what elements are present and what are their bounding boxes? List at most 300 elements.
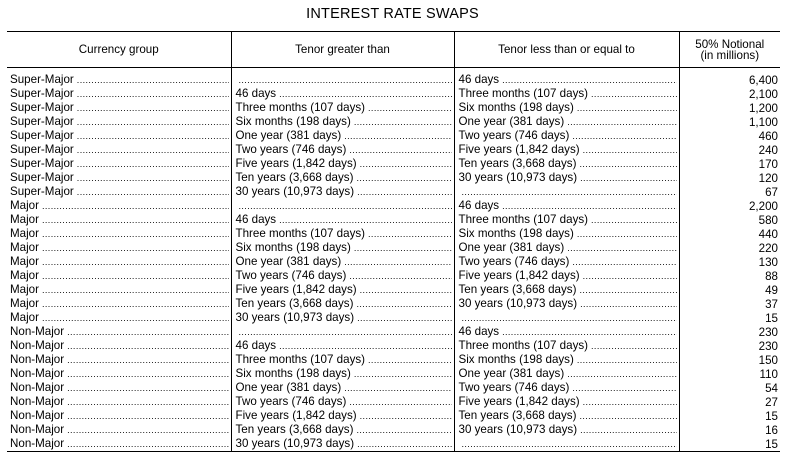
tenor-less-or-equal: 30 years (10,973 days): [458, 297, 578, 310]
notional-value: 88: [679, 269, 780, 283]
currency-group: Non-Major: [10, 367, 65, 380]
notional-value: 27: [679, 395, 780, 409]
notional-value: 2,100: [679, 87, 780, 101]
currency-group: Non-Major: [10, 395, 65, 408]
tenor-greater-than-cell: [231, 73, 454, 87]
tenor-less-or-equal: Two years (746 days): [458, 129, 570, 142]
currency-group: Super-Major: [10, 129, 74, 142]
table-row: [7, 255, 780, 269]
currency-group-cell: [7, 381, 231, 395]
dot-leader: [279, 214, 451, 227]
currency-group-cell: [7, 171, 231, 185]
dot-leader: [349, 144, 451, 157]
dot-leader: [360, 284, 452, 297]
tenor-less-or-equal-cell: [454, 115, 679, 129]
dot-leader: [67, 382, 228, 395]
currency-group: Non-Major: [10, 381, 65, 394]
currency-group-cell: [7, 297, 231, 311]
currency-group: Super-Major: [10, 87, 74, 100]
dot-leader: [42, 270, 229, 283]
tenor-greater-than: Five years (1,842 days): [235, 409, 357, 422]
currency-group: Major: [10, 297, 39, 310]
tenor-greater-than-cell: [231, 367, 454, 381]
notional-value: 230: [679, 325, 780, 339]
currency-group-cell: [7, 73, 231, 87]
tenor-less-or-equal: Five years (1,842 days): [458, 395, 580, 408]
dot-leader: [42, 228, 229, 241]
tenor-greater-than: Ten years (3,668 days): [235, 423, 354, 436]
tenor-greater-than-cell: [231, 115, 454, 129]
tenor-greater-than-cell: [231, 87, 454, 101]
table-row: [7, 381, 780, 395]
tenor-greater-than: Three months (107 days): [235, 101, 366, 114]
tenor-greater-than: 30 years (10,973 days): [235, 185, 355, 198]
tenor-greater-than-cell: [231, 227, 454, 241]
dot-leader: [577, 354, 677, 367]
tenor-less-or-equal-cell: [454, 185, 679, 199]
header-row: [7, 32, 780, 68]
currency-group: Non-Major: [10, 437, 65, 450]
tenor-greater-than-cell: [231, 171, 454, 185]
dot-leader: [67, 438, 228, 451]
dot-leader: [77, 144, 229, 157]
table-row: [7, 339, 780, 353]
dot-leader: [462, 186, 677, 199]
table-row: [7, 325, 780, 339]
tenor-greater-than-cell: [231, 283, 454, 297]
dot-leader: [42, 284, 229, 297]
tenor-less-or-equal-cell: [454, 255, 679, 269]
tenor-greater-than-cell: [231, 199, 454, 213]
tenor-less-or-equal-cell: [454, 353, 679, 367]
tenor-greater-than: 46 days: [235, 339, 277, 352]
dot-leader: [567, 116, 676, 129]
dot-leader: [580, 424, 676, 437]
tenor-less-or-equal-cell: [454, 171, 679, 185]
tenor-less-or-equal-cell: [454, 423, 679, 437]
notional-value: 170: [679, 157, 780, 171]
dot-leader: [77, 88, 229, 101]
tenor-greater-than-cell: [231, 409, 454, 423]
tenor-less-or-equal-cell: [454, 143, 679, 157]
currency-group: Major: [10, 199, 39, 212]
currency-group: Major: [10, 241, 39, 254]
currency-group: Major: [10, 213, 39, 226]
currency-group-cell: [7, 199, 231, 213]
currency-group: Super-Major: [10, 143, 74, 156]
table-row: [7, 157, 780, 171]
dot-leader: [567, 242, 676, 255]
tenor-less-or-equal-cell: [454, 283, 679, 297]
tenor-greater-than-cell: [231, 143, 454, 157]
tenor-less-or-equal: One year (381 days): [458, 241, 565, 254]
dot-leader: [67, 326, 228, 339]
tenor-less-or-equal-cell: [454, 297, 679, 311]
tenor-greater-than: Six months (198 days): [235, 241, 351, 254]
tenor-less-or-equal: Six months (198 days): [458, 101, 574, 114]
tenor-less-or-equal: 46 days: [458, 199, 500, 212]
currency-group: Non-Major: [10, 325, 65, 338]
dot-leader: [77, 186, 229, 199]
tenor-greater-than-cell: [231, 437, 454, 452]
currency-group-cell: [7, 409, 231, 423]
tenor-less-or-equal-cell: [454, 367, 679, 381]
dot-leader: [67, 354, 228, 367]
currency-group: Super-Major: [10, 115, 74, 128]
tenor-less-or-equal-cell: [454, 269, 679, 283]
dot-leader: [42, 214, 229, 227]
notional-value: 1,100: [679, 115, 780, 129]
tenor-less-or-equal-cell: [454, 409, 679, 423]
table-row: [7, 297, 780, 311]
table-row: [7, 311, 780, 325]
dot-leader: [462, 312, 677, 325]
table-row: [7, 213, 780, 227]
dot-leader: [580, 172, 676, 185]
interest-rate-swaps-table: [7, 31, 780, 452]
dot-leader: [42, 242, 229, 255]
tenor-less-or-equal-cell: [454, 241, 679, 255]
notional-value: 6,400: [679, 73, 780, 87]
currency-group-cell: [7, 339, 231, 353]
currency-group-cell: [7, 283, 231, 297]
dot-leader: [239, 200, 452, 213]
dot-leader: [349, 396, 451, 409]
tenor-greater-than: Two years (746 days): [235, 269, 347, 282]
tenor-greater-than-cell: [231, 269, 454, 283]
currency-group: Super-Major: [10, 101, 74, 114]
table-row: [7, 73, 780, 87]
notional-value: 15: [679, 311, 780, 325]
currency-group: Super-Major: [10, 157, 74, 170]
dot-leader: [344, 256, 451, 269]
tenor-greater-than: Five years (1,842 days): [235, 283, 357, 296]
tenor-less-or-equal-cell: [454, 227, 679, 241]
notional-value: 37: [679, 297, 780, 311]
currency-group-cell: [7, 311, 231, 325]
tenor-less-or-equal: Ten years (3,668 days): [458, 283, 577, 296]
dot-leader: [279, 88, 451, 101]
currency-group-cell: [7, 143, 231, 157]
notional-value: 440: [679, 227, 780, 241]
currency-group-cell: [7, 423, 231, 437]
notional-value: 220: [679, 241, 780, 255]
tenor-less-or-equal-cell: [454, 395, 679, 409]
dot-leader: [572, 382, 676, 395]
dot-leader: [368, 228, 451, 241]
header-tenor-less-or-equal: Tenor less than or equal to: [454, 32, 679, 68]
currency-group-cell: [7, 241, 231, 255]
dot-leader: [67, 396, 228, 409]
notional-value: 150: [679, 353, 780, 367]
dot-leader: [357, 438, 451, 451]
tenor-greater-than-cell: [231, 381, 454, 395]
currency-group: Non-Major: [10, 409, 65, 422]
dot-leader: [577, 102, 677, 115]
currency-group-cell: [7, 353, 231, 367]
currency-group: Major: [10, 311, 39, 324]
tenor-less-or-equal: Five years (1,842 days): [458, 143, 580, 156]
tenor-greater-than: Five years (1,842 days): [235, 157, 357, 170]
tenor-less-or-equal: Six months (198 days): [458, 227, 574, 240]
tenor-less-or-equal: Two years (746 days): [458, 255, 570, 268]
currency-group: Super-Major: [10, 171, 74, 184]
currency-group: Super-Major: [10, 185, 74, 198]
dot-leader: [67, 424, 228, 437]
tenor-less-or-equal: Six months (198 days): [458, 353, 574, 366]
notional-value: 16: [679, 423, 780, 437]
currency-group-cell: [7, 129, 231, 143]
header-currency-group: Currency group: [7, 32, 231, 68]
dot-leader: [583, 270, 677, 283]
tenor-greater-than-cell: [231, 395, 454, 409]
tenor-less-or-equal: Ten years (3,668 days): [458, 157, 577, 170]
table-row: [7, 115, 780, 129]
dot-leader: [356, 172, 451, 185]
dot-leader: [583, 396, 677, 409]
table-title: INTEREST RATE SWAPS: [306, 6, 479, 22]
tenor-less-or-equal-cell: [454, 129, 679, 143]
table-row: [7, 87, 780, 101]
tenor-less-or-equal-cell: [454, 213, 679, 227]
tenor-less-or-equal: Five years (1,842 days): [458, 269, 580, 282]
tenor-less-or-equal: 30 years (10,973 days): [458, 171, 578, 184]
dot-leader: [572, 130, 676, 143]
currency-group-cell: [7, 255, 231, 269]
notional-value: 130: [679, 255, 780, 269]
dot-leader: [579, 410, 676, 423]
header-tenor-greater-than: Tenor greater than: [231, 32, 454, 68]
currency-group: Major: [10, 269, 39, 282]
tenor-less-or-equal: Three months (107 days): [458, 87, 589, 100]
table-row: [7, 241, 780, 255]
dot-leader: [354, 368, 452, 381]
notional-value: 460: [679, 129, 780, 143]
tenor-less-or-equal: One year (381 days): [458, 367, 565, 380]
dot-leader: [42, 256, 229, 269]
tenor-greater-than: Ten years (3,668 days): [235, 297, 354, 310]
dot-leader: [239, 326, 452, 339]
tenor-less-or-equal: Two years (746 days): [458, 381, 570, 394]
tenor-greater-than-cell: [231, 129, 454, 143]
tenor-less-or-equal: Ten years (3,668 days): [458, 409, 577, 422]
dot-leader: [67, 410, 228, 423]
currency-group-cell: [7, 227, 231, 241]
notional-value: 110: [679, 367, 780, 381]
currency-group: Major: [10, 255, 39, 268]
dot-leader: [77, 74, 229, 87]
tenor-less-or-equal-cell: [454, 339, 679, 353]
dot-leader: [344, 130, 451, 143]
notional-value: 54: [679, 381, 780, 395]
currency-group-cell: [7, 395, 231, 409]
notional-value: 230: [679, 339, 780, 353]
table-row: [7, 367, 780, 381]
tenor-less-or-equal-cell: [454, 87, 679, 101]
dot-leader: [77, 130, 229, 143]
table-row: [7, 227, 780, 241]
dot-leader: [579, 284, 676, 297]
tenor-greater-than: 46 days: [235, 87, 277, 100]
dot-leader: [591, 214, 676, 227]
dot-leader: [77, 172, 229, 185]
dot-leader: [356, 298, 451, 311]
notional-value: 15: [679, 409, 780, 423]
table-row: [7, 269, 780, 283]
dot-leader: [360, 410, 452, 423]
notional-value: 49: [679, 283, 780, 297]
currency-group-cell: [7, 157, 231, 171]
dot-leader: [42, 200, 229, 213]
table-row: [7, 129, 780, 143]
tenor-less-or-equal: One year (381 days): [458, 115, 565, 128]
tenor-less-or-equal: 30 years (10,973 days): [458, 423, 578, 436]
table-body: [7, 68, 780, 452]
notional-value: 2,200: [679, 199, 780, 213]
tenor-greater-than: One year (381 days): [235, 129, 342, 142]
tenor-greater-than: 30 years (10,973 days): [235, 437, 355, 450]
tenor-greater-than-cell: [231, 157, 454, 171]
notional-value: 120: [679, 171, 780, 185]
tenor-greater-than: One year (381 days): [235, 381, 342, 394]
dot-leader: [67, 368, 228, 381]
currency-group: Non-Major: [10, 423, 65, 436]
notional-value: 240: [679, 143, 780, 157]
dot-leader: [354, 116, 452, 129]
tenor-greater-than-cell: [231, 353, 454, 367]
currency-group-cell: [7, 87, 231, 101]
dot-leader: [42, 312, 229, 325]
dot-leader: [583, 144, 677, 157]
currency-group-cell: [7, 367, 231, 381]
tenor-greater-than: Two years (746 days): [235, 143, 347, 156]
tenor-greater-than-cell: [231, 297, 454, 311]
dot-leader: [356, 424, 451, 437]
tenor-greater-than: Three months (107 days): [235, 227, 366, 240]
dot-leader: [77, 158, 229, 171]
tenor-less-or-equal-cell: [454, 199, 679, 213]
table-header: [7, 32, 780, 68]
dot-leader: [580, 298, 676, 311]
dot-leader: [77, 102, 229, 115]
dot-leader: [357, 186, 451, 199]
tenor-greater-than: 46 days: [235, 213, 277, 226]
tenor-greater-than-cell: [231, 311, 454, 325]
currency-group: Non-Major: [10, 339, 65, 352]
dot-leader: [360, 158, 452, 171]
header-notional: [679, 32, 780, 68]
dot-leader: [354, 242, 452, 255]
dot-leader: [502, 200, 676, 213]
tenor-greater-than-cell: [231, 255, 454, 269]
table-row: [7, 171, 780, 185]
tenor-less-or-equal-cell: [454, 381, 679, 395]
table-row: [7, 395, 780, 409]
tenor-less-or-equal: Three months (107 days): [458, 213, 589, 226]
tenor-less-or-equal-cell: [454, 325, 679, 339]
currency-group-cell: [7, 269, 231, 283]
tenor-less-or-equal: Three months (107 days): [458, 339, 589, 352]
dot-leader: [572, 256, 676, 269]
table-row: [7, 283, 780, 297]
table-row: [7, 409, 780, 423]
tenor-less-or-equal-cell: [454, 437, 679, 452]
tenor-less-or-equal-cell: [454, 101, 679, 115]
dot-leader: [368, 102, 451, 115]
tenor-greater-than-cell: [231, 423, 454, 437]
currency-group-cell: [7, 213, 231, 227]
dot-leader: [67, 340, 228, 353]
tenor-greater-than: One year (381 days): [235, 255, 342, 268]
dot-leader: [368, 354, 451, 367]
tenor-greater-than-cell: [231, 325, 454, 339]
table-row: [7, 423, 780, 437]
currency-group-cell: [7, 185, 231, 199]
tenor-greater-than-cell: [231, 101, 454, 115]
notional-value: 580: [679, 213, 780, 227]
tenor-greater-than: 30 years (10,973 days): [235, 311, 355, 324]
tenor-greater-than: Six months (198 days): [235, 115, 351, 128]
tenor-less-or-equal-cell: [454, 157, 679, 171]
currency-group: Major: [10, 227, 39, 240]
tenor-less-or-equal-cell: [454, 311, 679, 325]
table-row: [7, 101, 780, 115]
tenor-greater-than-cell: [231, 241, 454, 255]
dot-leader: [344, 382, 451, 395]
table-row: [7, 437, 780, 452]
table-row: [7, 185, 780, 199]
dot-leader: [77, 116, 229, 129]
tenor-less-or-equal-cell: [454, 73, 679, 87]
tenor-greater-than: Two years (746 days): [235, 395, 347, 408]
tenor-less-or-equal: 46 days: [458, 73, 500, 86]
notional-value: 1,200: [679, 101, 780, 115]
currency-group-cell: [7, 325, 231, 339]
tenor-greater-than: Ten years (3,668 days): [235, 171, 354, 184]
table-row: [7, 353, 780, 367]
notional-value: 67: [679, 185, 780, 199]
header-notional-line2: (in millions): [700, 48, 760, 62]
notional-value: 15: [679, 437, 780, 452]
dot-leader: [577, 228, 677, 241]
currency-group-cell: [7, 115, 231, 129]
dot-leader: [591, 340, 676, 353]
table-row: [7, 143, 780, 157]
dot-leader: [357, 312, 451, 325]
dot-leader: [349, 270, 451, 283]
tenor-greater-than-cell: [231, 185, 454, 199]
dot-leader: [502, 74, 676, 87]
tenor-greater-than-cell: [231, 339, 454, 353]
dot-leader: [502, 326, 676, 339]
tenor-greater-than: Six months (198 days): [235, 367, 351, 380]
tenor-less-or-equal: 46 days: [458, 325, 500, 338]
tenor-greater-than-cell: [231, 213, 454, 227]
currency-group-cell: [7, 101, 231, 115]
dot-leader: [579, 158, 676, 171]
tenor-greater-than: Three months (107 days): [235, 353, 366, 366]
dot-leader: [462, 438, 677, 451]
currency-group: Major: [10, 283, 39, 296]
dot-leader: [42, 298, 229, 311]
dot-leader: [239, 74, 452, 87]
currency-group-cell: [7, 437, 231, 452]
table-row: [7, 199, 780, 213]
currency-group: Super-Major: [10, 73, 74, 86]
dot-leader: [567, 368, 676, 381]
header-notional-line1: 50% Notional: [695, 37, 765, 51]
currency-group: Non-Major: [10, 353, 65, 366]
